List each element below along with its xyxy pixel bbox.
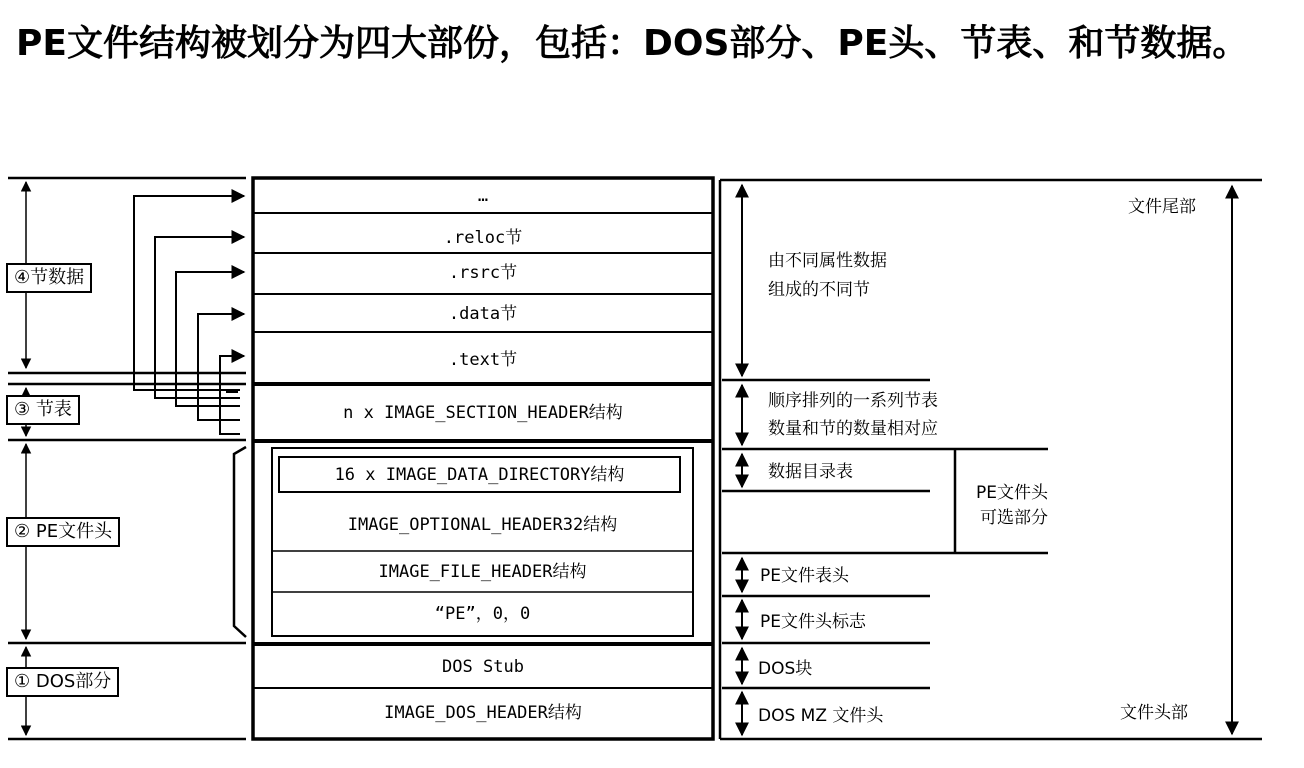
label-section-data: ④节数据	[6, 263, 92, 293]
label-pe-header: ② PE文件头	[6, 517, 120, 547]
note-optional-1: PE文件头	[976, 483, 1048, 503]
block-ellipsis: …	[477, 186, 489, 206]
note-sections-desc-2: 组成的不同节	[768, 280, 870, 300]
note-signature: PE文件头标志	[760, 612, 866, 632]
section-pointer-arrows	[134, 196, 244, 434]
block-dos-stub: DOS Stub	[442, 657, 524, 677]
block-rsrc: .rsrc节	[448, 263, 518, 283]
note-optional-2: 可选部分	[980, 508, 1048, 528]
block-dos-header: IMAGE_DOS_HEADER结构	[384, 703, 582, 723]
note-table-desc-2: 数量和节的数量相对应	[768, 419, 938, 439]
note-file-tail: 文件尾部	[1128, 197, 1196, 217]
label-section-table: ③ 节表	[6, 395, 80, 425]
note-file-head: 文件头部	[1120, 703, 1188, 723]
note-data-dir: 数据目录表	[768, 462, 853, 482]
note-dos-mz: DOS MZ 文件头	[758, 706, 884, 726]
note-dos-block: DOS块	[758, 659, 813, 679]
block-reloc: .reloc节	[443, 228, 523, 248]
label-dos-part: ① DOS部分	[6, 667, 119, 697]
block-text: .text节	[448, 350, 518, 370]
block-section-header: n x IMAGE_SECTION_HEADER结构	[343, 403, 623, 423]
block-signature: “PE”，0，0	[434, 604, 531, 624]
block-file-header: IMAGE_FILE_HEADER结构	[378, 562, 587, 582]
block-data-directory: 16 x IMAGE_DATA_DIRECTORY结构	[334, 465, 625, 485]
pe-header-bracket	[234, 447, 246, 637]
note-table-desc-1: 顺序排列的一系列节表	[768, 391, 938, 411]
block-optional-header: IMAGE_OPTIONAL_HEADER32结构	[347, 515, 618, 535]
note-sections-desc-1: 由不同属性数据	[768, 251, 887, 271]
note-file-header: PE文件表头	[760, 566, 849, 586]
block-data: .data节	[448, 304, 518, 324]
page-title: PE文件结构被划分为四大部份，包括：DOS部分、PE头、节表、和节数据。	[16, 23, 1249, 64]
